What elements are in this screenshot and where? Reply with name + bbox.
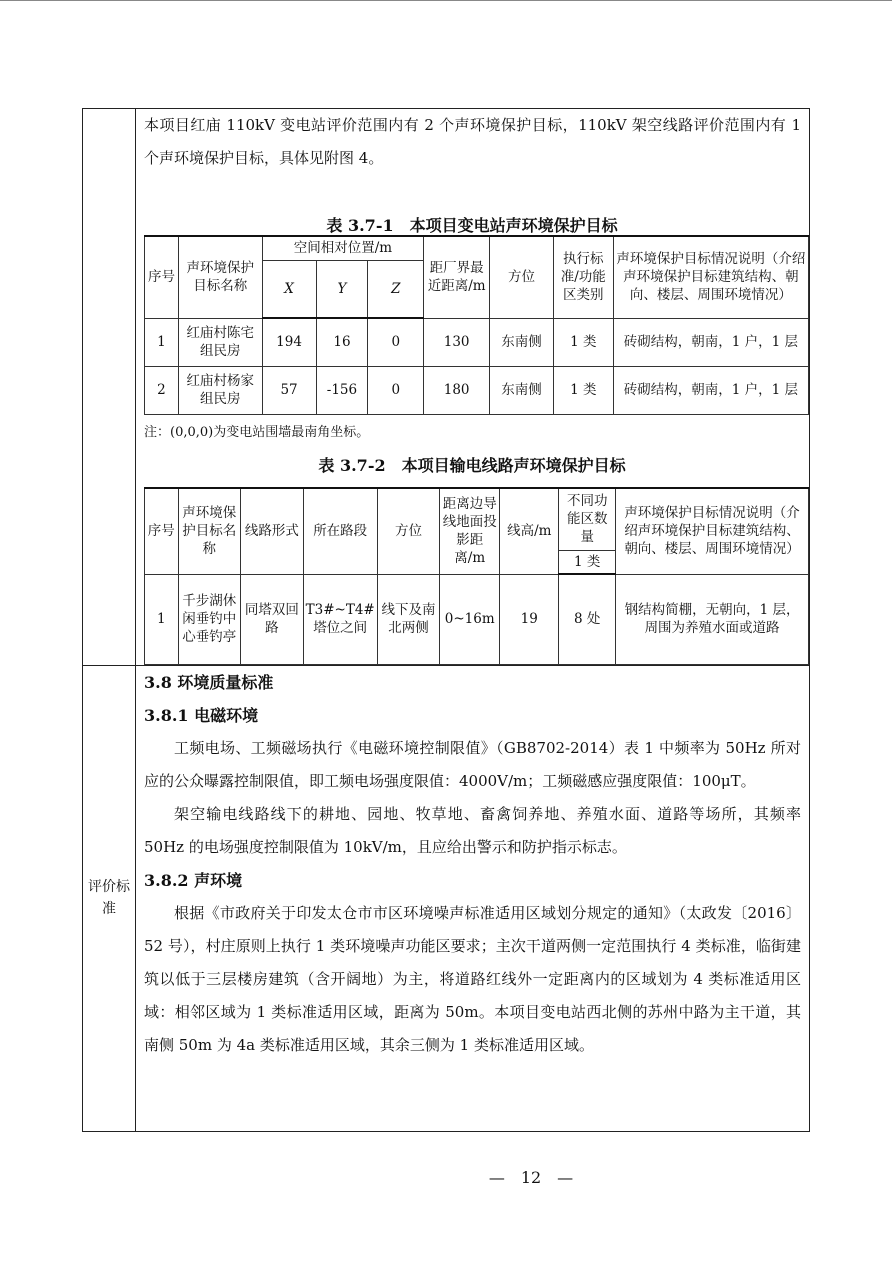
t1-header-z: Z	[368, 260, 424, 318]
cell-dir: 东南侧	[490, 366, 554, 414]
t2-header-zones: 不同功能区数量	[559, 488, 616, 550]
t1-header-space: 空间相对位置/m	[262, 236, 424, 260]
t1-header-seq: 序号	[145, 236, 179, 318]
left-column-empty	[83, 109, 136, 665]
cell-std: 1 类	[553, 318, 613, 366]
t1-header-dist: 距厂界最近距离/m	[424, 236, 490, 318]
cell-seq: 1	[145, 318, 179, 366]
t1-header-desc: 声环境保护目标情况说明（介绍声环境保护目标建筑结构、朝向、楼层、周围环境情况）	[613, 236, 808, 318]
section-3-8-2-para1: 根据《市政府关于印发太仓市市区环境噪声标准适用区域划分规定的通知》（太政发〔2016〕52 号），村庄原则上执行 1 类环境噪声功能区要求；主次干道两侧一定范围执行 4 类标准，临街建筑以低于三层楼房建筑（含开阔地）为主，将道路红线外一定距离内的区域划为 4 类标准适用区域：相邻区域为 1 类标准适用区域，距离为 50m。本项目变电站西北侧的苏州中路为主干道，其南侧 50m 为 4a 类标准适用区域，其余三侧为 1 类标准适用区域。	[144, 904, 801, 1054]
t2-header-height: 线高/m	[500, 488, 559, 574]
t2-header-dist: 距离边导线地面投影距离/m	[440, 488, 500, 574]
section-3-8-1-para1: 工频电场、工频磁场执行《电磁环境控制限值》（GB8702-2014）表 1 中频率为 50Hz 所对应的公众曝露控制限值，即工频电场强度限值：4000V/m；工频磁感应强度限值：100μT。	[144, 739, 801, 790]
cell-dir: 东南侧	[490, 318, 554, 366]
cell-desc: 钢结构简棚，无朝向，1 层，周围为养殖水面或道路	[616, 574, 809, 664]
section-3-8-1-para2: 架空输电线路线下的耕地、园地、牧草地、畜禽饲养地、养殖水面、道路等场所，其频率 50Hz 的电场强度控制限值为 10kV/m，且应给出警示和防护指示标志。	[144, 805, 801, 856]
t1-header-y: Y	[316, 260, 368, 318]
cell-form: 同塔双回路	[241, 574, 304, 664]
cell-y: -156	[316, 366, 368, 414]
cell-dist: 130	[424, 318, 490, 366]
table-row	[145, 318, 809, 366]
t2-header-form: 线路形式	[241, 488, 304, 574]
t1-header-name: 声环境保护目标名称	[178, 236, 262, 318]
left-column	[83, 666, 136, 1131]
section-3-8-1-title: 3.8.1 电磁环境	[144, 706, 259, 725]
cell-name: 千步湖休闲垂钓中心垂钓亭	[178, 574, 241, 664]
t1-header-std: 执行标准/功能区类别	[553, 236, 613, 318]
cell-name: 红庙村陈宅组民房	[178, 318, 262, 366]
table1-title: 表 3.7-1 本项目变电站声环境保护目标	[326, 216, 618, 235]
cell-x: 57	[262, 366, 316, 414]
t2-header-name: 声环境保护目标名称	[178, 488, 241, 574]
table-row	[145, 574, 809, 664]
page-top-rule	[0, 0, 892, 1]
table2-title: 表 3.7-2 本项目输电线路声环境保护目标	[318, 456, 626, 475]
t1-header-dir: 方位	[490, 236, 554, 318]
cell-z: 0	[368, 318, 424, 366]
section-3-8-2-title: 3.8.2 声环境	[144, 871, 243, 890]
table2-line-noise-targets	[144, 487, 809, 665]
cell-dist: 180	[424, 366, 490, 414]
cell-z: 0	[368, 366, 424, 414]
cell-count: 8 处	[559, 574, 616, 664]
cell-y: 16	[316, 318, 368, 366]
intro-paragraph	[144, 109, 801, 175]
t2-header-section: 所在路段	[303, 488, 377, 574]
section-3-8-title: 3.8 环境质量标准	[144, 673, 274, 692]
cell-x: 194	[262, 318, 316, 366]
t2-header-seq: 序号	[145, 488, 179, 574]
table1-substation-noise-targets	[144, 235, 809, 415]
cell-name: 红庙村杨家组民房	[178, 366, 262, 414]
cell-desc: 砖砌结构，朝南，1 户，1 层	[613, 366, 808, 414]
left-label-evaluation-standard: 评价标准	[88, 879, 130, 917]
intro-text: 本项目红庙 110kV 变电站评价范围内有 2 个声环境保护目标，110kV 架空线路评价范围内有 1 个声环境保护目标，具体见附图 4。	[144, 116, 801, 167]
t2-header-class1: 1 类	[559, 550, 616, 574]
table-row	[145, 366, 809, 414]
cell-desc: 砖砌结构，朝南，1 户，1 层	[613, 318, 808, 366]
cell-section: T3#~T4#塔位之间	[303, 574, 377, 664]
cell-height: 19	[500, 574, 559, 664]
cell-dir: 线下及南北两侧	[377, 574, 440, 664]
page-number: — 12 —	[488, 1168, 574, 1187]
cell-std: 1 类	[553, 366, 613, 414]
table1-note: 注：(0,0,0)为变电站围墙最南角坐标。	[144, 425, 370, 440]
cell-seq: 2	[145, 366, 179, 414]
section-3-8-body	[144, 666, 801, 1062]
evaluation-standard-section	[82, 666, 810, 1132]
t2-header-desc: 声环境保护目标情况说明（介绍声环境保护目标建筑结构、朝向、楼层、周围环境情况）	[616, 488, 809, 574]
cell-dist: 0~16m	[440, 574, 500, 664]
protection-target-section	[82, 108, 810, 666]
t2-header-dir: 方位	[377, 488, 440, 574]
t1-header-x: X	[262, 260, 316, 318]
cell-seq: 1	[145, 574, 179, 664]
